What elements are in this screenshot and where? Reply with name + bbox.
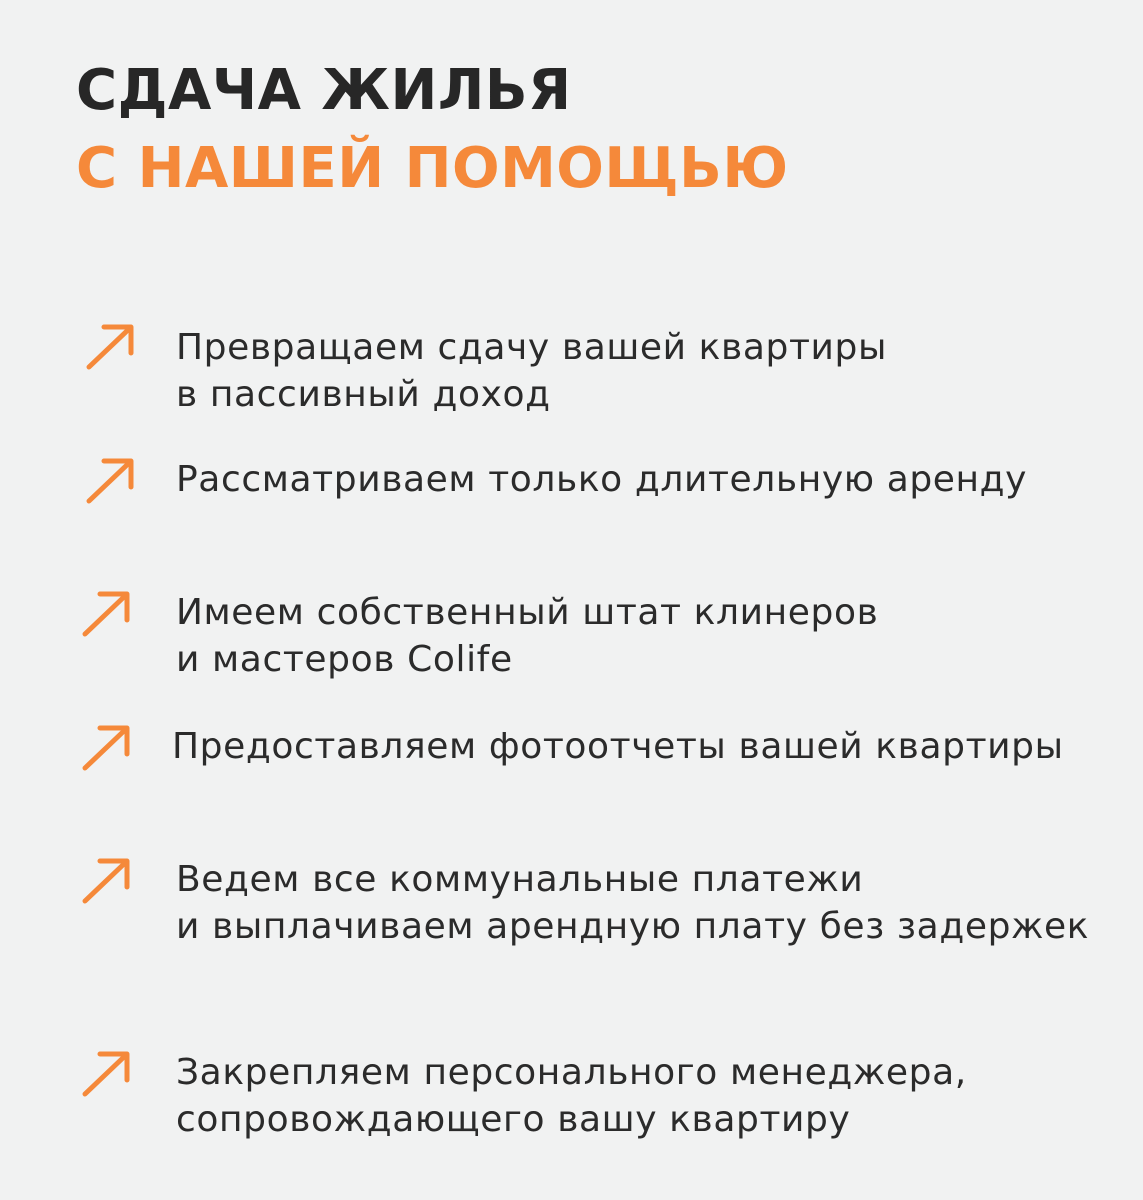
list-item-text [176,1049,967,1143]
list-item-line: и выплачиваем арендную плату без задержек [176,906,1090,947]
list-item-line: Превращаем сдачу вашей квартиры [176,327,888,368]
title-line-2: С НАШЕЙ ПОМОЩЬЮ [76,136,789,201]
arrow-up-right-icon [82,856,134,908]
arrow-up-right-icon [82,589,134,641]
list-item-line: Ведем все коммунальные платежи [176,859,864,900]
page-title [76,52,789,208]
list-item-text [176,589,878,683]
arrow-up-right-icon [86,456,138,508]
list-item-line: Закрепляем персонального менеджера, [176,1052,967,1093]
list-item-line: Имеем собственный штат клинеров [176,592,879,633]
arrow-up-right-icon [86,322,138,374]
list-item-line: Предоставляем фотоотчеты вашей квартиры [172,726,1064,767]
arrow-up-right-icon [82,1049,134,1101]
title-line-1: СДАЧА ЖИЛЬЯ [76,58,572,123]
list-item-text [172,723,1064,770]
list-item-line: Рассматриваем только длительную аренду [176,459,1028,500]
arrow-up-right-icon [82,723,134,775]
list-item-line: в пассивный доход [176,374,551,415]
list-item-line: и мастеров Colife [176,639,513,680]
list-item-line: сопровождающего вашу квартиру [176,1099,851,1140]
list-item-text [176,456,1027,503]
list-item-text [176,856,1089,950]
list-item-text [176,324,887,418]
